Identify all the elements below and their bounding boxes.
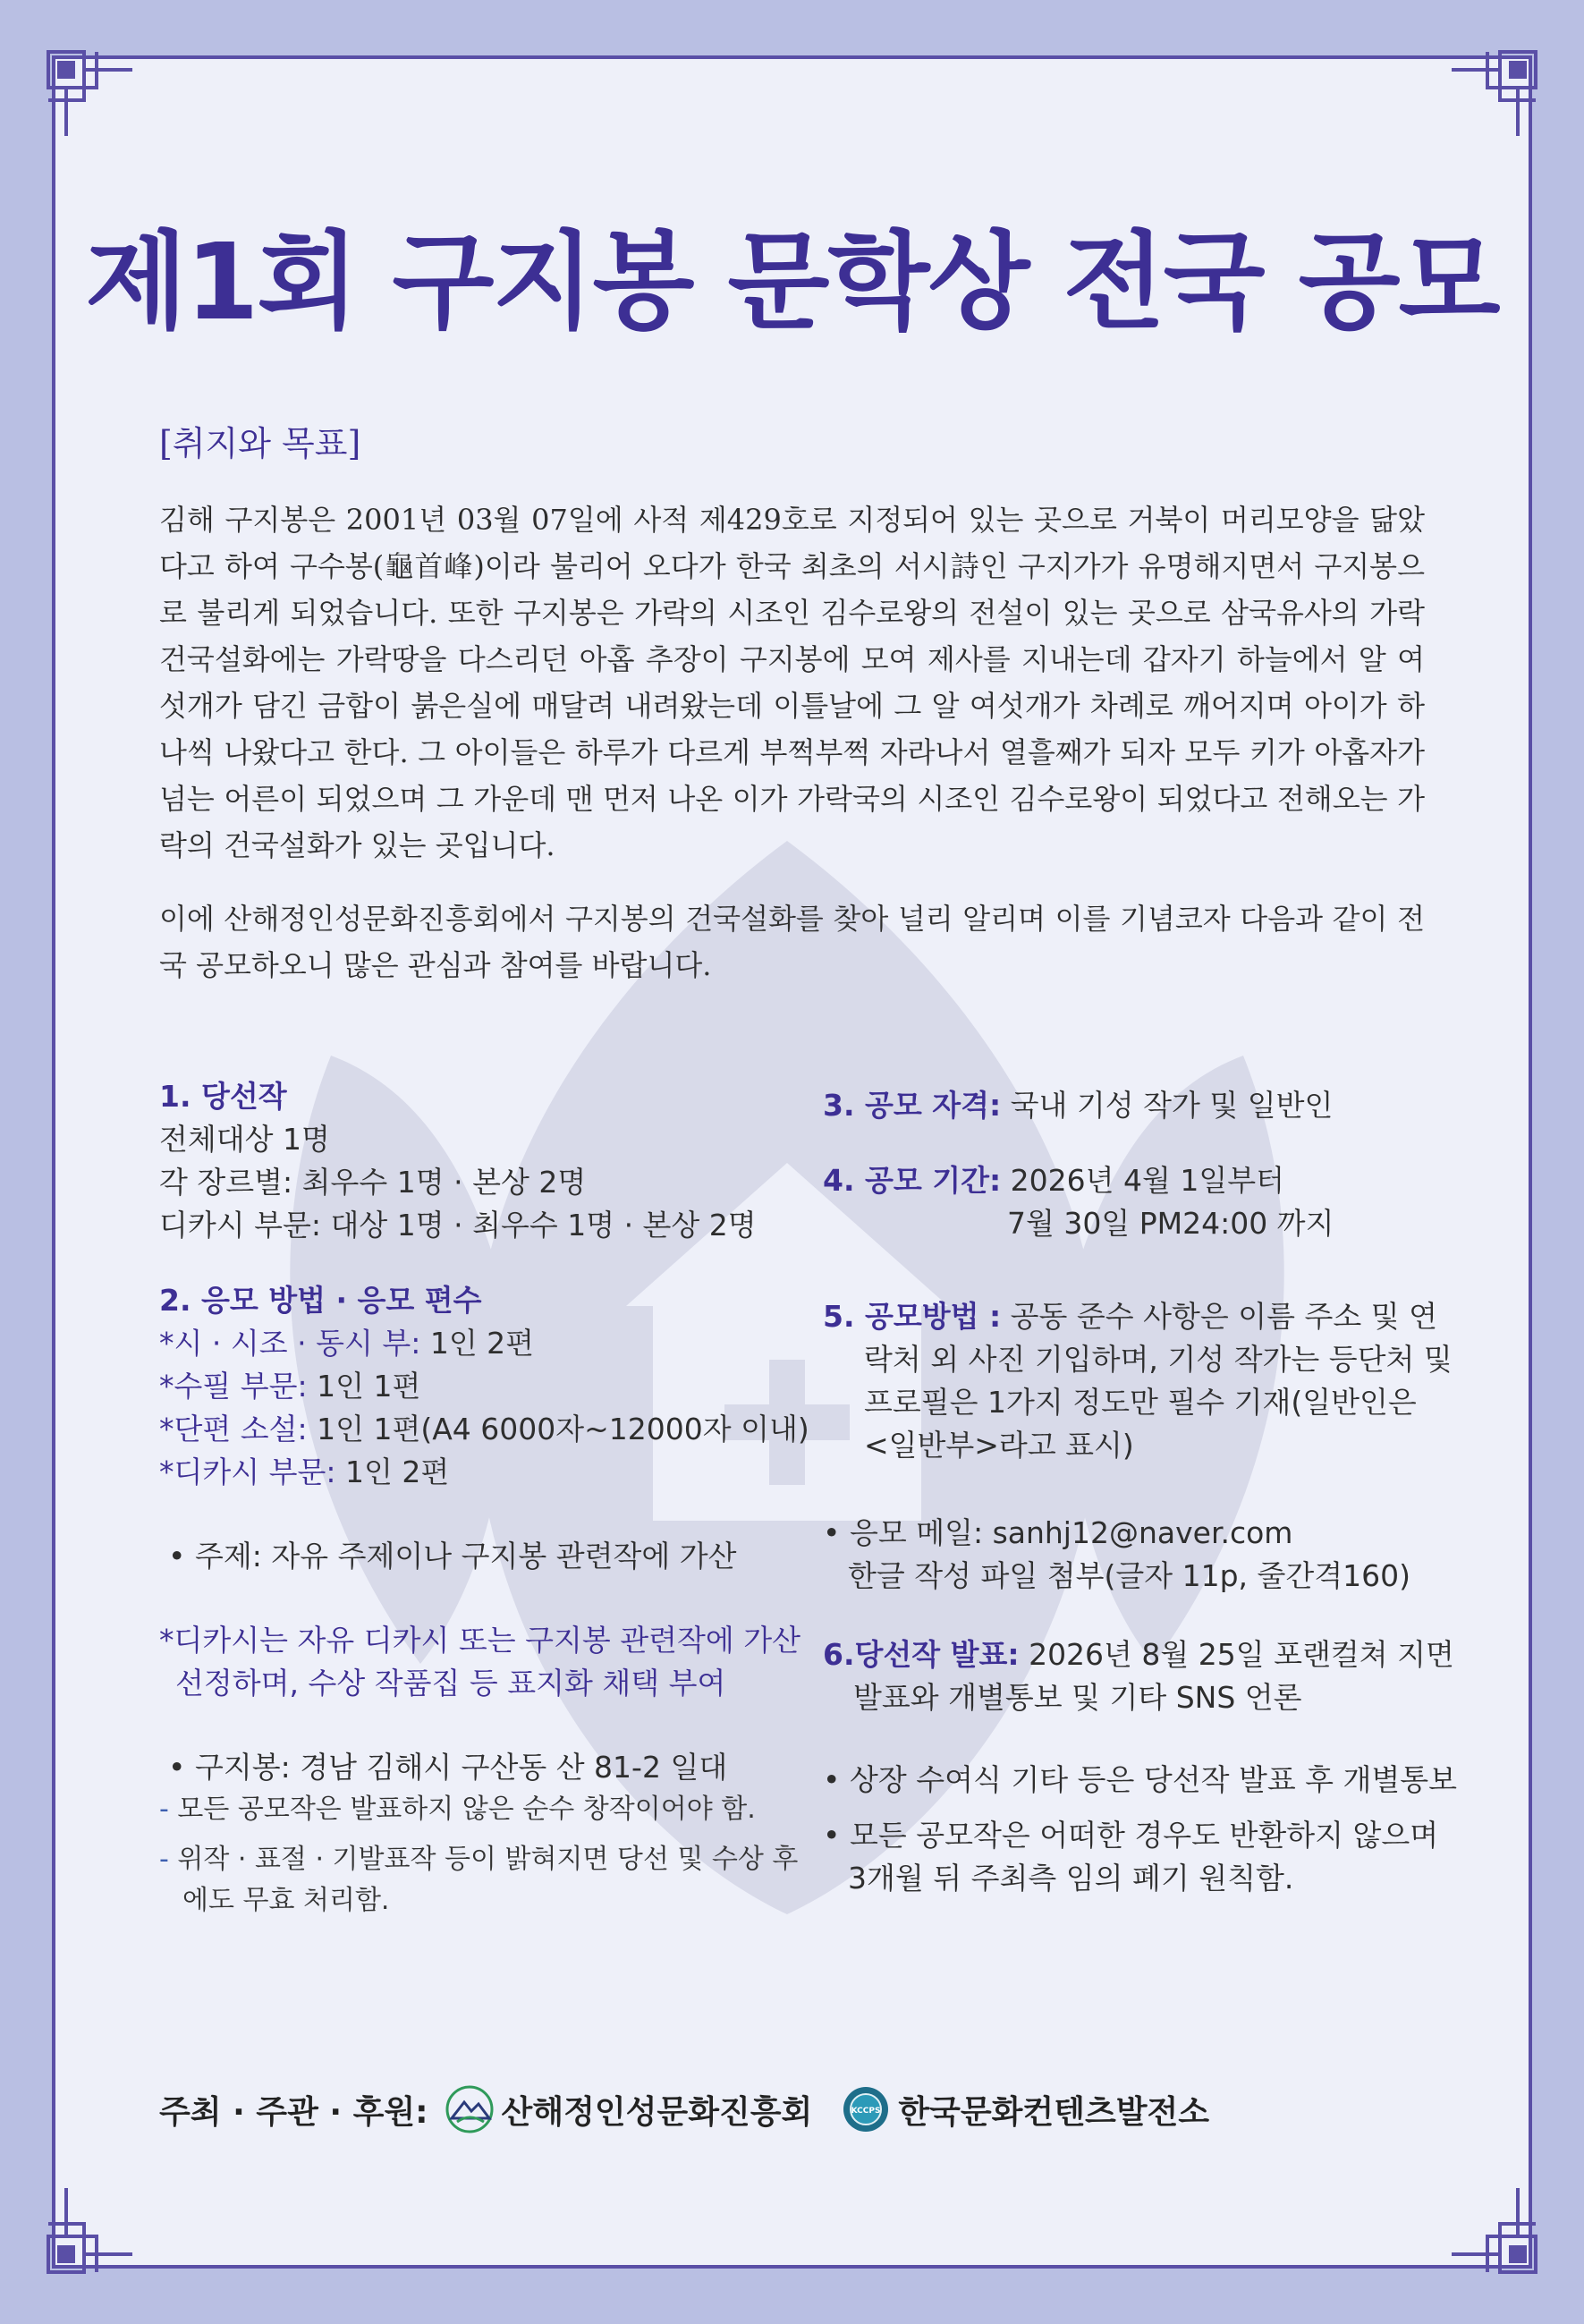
sponsor-name: 한국문화컨텐츠발전소: [898, 2093, 1210, 2131]
left-column: [159, 1075, 809, 1954]
rule-line: [159, 1839, 803, 1880]
seal-logo-icon: [841, 2084, 891, 2134]
item-key: *시 · 시조 · 동시 부:: [159, 1326, 421, 1361]
section-value: 발표와 개별통보 및 기타 SNS 언론: [853, 1680, 1302, 1715]
section-eligibility: [823, 1084, 1440, 1127]
seal-text: KCCPS: [851, 2107, 881, 2116]
rule-line: [159, 1789, 803, 1830]
theme-text: • 주제: 자유 주제이나 구지봉 관련작에 가산: [168, 1539, 737, 1573]
note-text: 3개월 뒤 주최측 임의 폐기 원칙함.: [848, 1861, 1294, 1896]
section-submission: [159, 1279, 809, 1494]
dash-mark: -: [159, 1794, 169, 1825]
section-value: 2026년 4월 1일부터: [1001, 1163, 1285, 1198]
dika-note-line: *디카시는 자유 디카시 또는 구지봉 관련작에 가산: [159, 1623, 800, 1658]
section-value: 프로필은 1가지 정도만 필수 기재(일반인은: [864, 1385, 1417, 1420]
mountain-logo-icon: [445, 2084, 495, 2134]
right-column: [823, 1084, 1458, 1932]
item-value: 1인 2편: [420, 1326, 535, 1361]
page-title: 제1회 구지봉 문학상 전국 공모: [85, 220, 1499, 344]
section-value: 국내 기성 작가 및 일반인: [1001, 1088, 1334, 1123]
mail-text: • 응모 메일: sanhj12@naver.com: [823, 1515, 1293, 1550]
corner-ornament-icon: [43, 2179, 141, 2277]
corner-ornament-icon: [1443, 47, 1541, 145]
rule-text: 위작 · 표절 · 기발표작 등이 밝혀지면 당선 및 수상 후: [177, 1844, 799, 1875]
section-value: 2026년 8월 25일 포랜컬쳐 지면: [1019, 1637, 1454, 1672]
sponsor-footer: [159, 2084, 1209, 2134]
note-text: • 상장 수여식 기타 등은 당선작 발표 후 개별통보: [823, 1762, 1458, 1797]
item-key: *단편 소설:: [159, 1412, 308, 1446]
location-note: [159, 1746, 803, 1921]
section-value: <일반부>라고 표시): [864, 1428, 1134, 1463]
section-heading: 1. 당선작: [159, 1079, 287, 1114]
sponsor-org: [445, 2084, 813, 2134]
list-item: 전체대상 1명: [159, 1122, 330, 1157]
sponsor-name: 산해정인성문화진흥회: [501, 2093, 813, 2131]
section-heading-purpose: [취지와 목표]: [159, 424, 361, 463]
list-item: [159, 1322, 803, 1365]
section-value: 7월 30일 PM24:00 까지: [1007, 1206, 1334, 1241]
section-heading: 2. 응모 방법 · 응모 편수: [159, 1283, 482, 1318]
dash-mark: -: [159, 1844, 169, 1875]
item-value: 1인 2편: [335, 1455, 450, 1489]
item-key: *디카시 부문:: [159, 1455, 336, 1489]
intro-text: [159, 496, 1425, 1015]
section-period: [823, 1159, 1440, 1245]
location-text: • 구지봉: 경남 김해시 구산동 산 81-2 일대: [168, 1750, 728, 1785]
mail-text: 한글 작성 파일 첨부(글자 11p, 줄간격160): [848, 1558, 1411, 1593]
list-item: 디카시 부문: 대상 1명 · 최우수 1명 · 본상 2명: [159, 1208, 757, 1243]
dika-note: [159, 1619, 803, 1705]
corner-ornament-icon: [1443, 2179, 1541, 2277]
list-item: [159, 1451, 803, 1494]
list-item: 각 장르별: 최우수 1명 · 본상 2명: [159, 1165, 587, 1200]
theme-note: [159, 1535, 803, 1578]
sponsor-label: 주최 · 주관 · 후원:: [159, 2093, 428, 2131]
section-heading: 3. 공모 자격:: [823, 1088, 1002, 1123]
rule-text: 모든 공모작은 발표하지 않은 순수 창작이어야 함.: [177, 1794, 756, 1825]
section-heading: 5. 공모방법 :: [823, 1299, 1002, 1334]
section-heading: 6.당선작 발표:: [823, 1637, 1020, 1672]
closing-notes: [823, 1759, 1458, 1900]
item-value: 1인 1편: [307, 1369, 421, 1404]
section-value: 락처 외 사진 기입하며, 기성 작가는 등단처 및: [864, 1342, 1453, 1377]
corner-ornament-icon: [43, 47, 141, 145]
list-item: [159, 1408, 809, 1451]
section-heading: 4. 공모 기간:: [823, 1163, 1002, 1198]
item-key: *수필 부문:: [159, 1369, 308, 1404]
mail-note: [823, 1512, 1440, 1598]
intro-paragraph: 김해 구지봉은 2001년 03월 07일에 사적 제429호로 지정되어 있는 곳으로 거북이 머리모양을 닮았다고 하여 구수봉(龜首峰)이라 불리어 오다가 한국 최초의 서시詩인 구지가가 유명해지면서 구지봉으로 불리게 되었습니다. 또한 구지봉은 가락의 시조인 김수로왕의 전설이 있는 곳으로 삼국유사의 가락 건국설화에는 가락땅을 다스리던 아홉 추장이 구지봉에 모여 제사를 지내는데 갑자기 하늘에서 알 여섯개가 담긴 금합이 붉은실에 매달려 내려왔는데 이틀날에 그 알 여섯개가 차례로 깨어지며 아이가 하나씩 나왔다고 한다. 그 아이들은 하루가 다르게 부쩍부쩍 자라나서 열흘째가 되자 모두 키가 아홉자가 넘는 어른이 되었으며 그 가운데 맨 먼저 나온 이가 가락국의 시조인 김수로왕이 되었다고 전해오는 가락의 건국설화가 있는 곳입니다.: [159, 503, 1425, 862]
sponsor-org: [841, 2084, 1209, 2134]
dika-note-line: 선정하며, 수상 작품집 등 표지화 채택 부여: [175, 1666, 726, 1701]
section-value: 공동 준수 사항은 이름 주소 및 연: [1001, 1299, 1438, 1334]
section-winners: [159, 1075, 803, 1247]
rule-text: 에도 무효 처리함.: [182, 1885, 390, 1916]
section-announcement: [823, 1633, 1454, 1719]
item-value: 1인 1편(A4 6000자~12000자 이내): [307, 1412, 809, 1446]
section-method: [823, 1295, 1453, 1467]
list-item: [159, 1365, 803, 1408]
note-text: • 모든 공모작은 어떠한 경우도 반환하지 않으며: [823, 1818, 1439, 1853]
intro-paragraph: 이에 산해정인성문화진흥회에서 구지봉의 건국설화를 찾아 널리 알리며 이를 기념코자 다음과 같이 전국 공모하오니 많은 관심과 참여를 바랍니다.: [159, 902, 1425, 982]
